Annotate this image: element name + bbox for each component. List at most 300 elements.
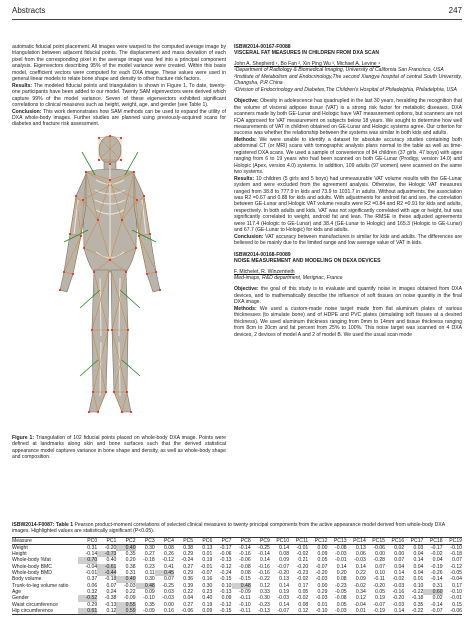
table-cell: 0.38 — [125, 563, 136, 570]
table-cell: -0.04 — [450, 576, 462, 583]
table-cell: -0.38 — [104, 595, 117, 602]
conclusion-label: Conclusion: — [234, 233, 264, 240]
table-cell: -0.03 — [277, 595, 290, 602]
table-cell: -0.14 — [430, 601, 443, 608]
table-cell: 0.13 — [279, 576, 290, 583]
objective-label: Objective: — [234, 286, 259, 293]
row-label: Hip circumference — [12, 608, 78, 615]
table-cell: 0.40 — [106, 557, 117, 564]
column-header-pc0: PC0 — [78, 537, 97, 544]
results-label: Results: — [12, 82, 33, 89]
table-cell: 0.05 — [375, 588, 385, 595]
table-cell: 0.08 — [164, 544, 174, 551]
methods-text: We used a custom-made noise target made from flat aluminum plates of various thicknesses (to simulate bone) and of HDPE and PVC plates (simulating soft tissues at a desired thickness). We used aluminum thickness ranging from 0mm to 14mm and tissue thickness ranging from 8cm to 20cm and fat percent from 25% to 100%. This noise target was scanned on 4 DXA devices, 2 devices of model A and 2 of model B. We used the usual scan mode — [234, 305, 462, 338]
table-cell: -0.10 — [450, 588, 462, 595]
table-cell: -0.23 — [258, 601, 270, 608]
table-cell: 0.39 — [183, 582, 194, 589]
table-cell: 0.31 — [432, 582, 443, 589]
table-cell: 0.14 — [385, 608, 404, 615]
conclusion-paragraph — [234, 234, 462, 247]
table-cell: -0.10 — [143, 595, 155, 602]
caption-text: Triangulation of 102 fiducial points placed on whole-body DXA image. Points were defined at landmarks along skin and bone surfaces such that the derived statistical appearance model captures variance in bone shape and density, as well as whole-body shape and composition. — [12, 435, 226, 461]
table-cell: -0.13 — [219, 557, 232, 564]
table-cell: -0.02 — [296, 551, 309, 558]
table-cell: 0.31 — [87, 544, 98, 551]
table-cell: 0.08 — [240, 570, 251, 577]
conclusion-paragraph — [12, 109, 226, 128]
table-cell: 0.01 — [413, 576, 424, 583]
table-cell: 0.13 — [202, 544, 213, 551]
table-cell: -0.20 — [277, 570, 290, 577]
column-header-pc2: PC2 — [116, 537, 135, 544]
table-cell: -0.09 — [239, 588, 251, 595]
objective-text: Obesity in adolescence has quadrupled in the last 30 years, heralding the recognition that the volume of visceral adipose tissue (VAT) is a strong risk factor for metabolic diseases. DXA scanners made by both GE-Lunar and Hologic have VAT measurement options, but scanners are not FDA approved for VAT measurement on subjects below 18 years. We sought to determine how well measurements of VAT in children obtained on GE-Lunar and Hologic systems agree. Our criterion for success was whether the relationship between the systems was similar in both kids and adults. — [234, 98, 462, 137]
table-cell: 0.06 — [87, 582, 98, 589]
table-cell: -0.08 — [335, 595, 347, 602]
table-cell: 0.33 — [259, 588, 270, 595]
results-paragraph — [234, 176, 462, 234]
table-cell: -0.16 — [239, 551, 251, 558]
table-cell: -0.16 — [258, 563, 270, 570]
table-cell: -0.52 — [78, 595, 97, 601]
table-cell: -0.02 — [296, 576, 309, 583]
table-id: ISBW2014-F0087: Table 1 — [12, 522, 74, 528]
table-cell: -0.13 — [251, 608, 270, 615]
table-cell: 0.30 — [144, 576, 155, 583]
table-cell: -0.14 — [85, 551, 98, 558]
row-label: Whole-body %fat — [12, 557, 51, 564]
table-cell: -0.15 — [239, 576, 251, 583]
column-header-measure: Measure — [12, 537, 78, 544]
table-cell: 0.29 — [317, 588, 328, 595]
row-label: Whole-body BMD — [12, 570, 52, 577]
table-cell: -0.61 — [97, 564, 116, 570]
table-cell: -0.28 — [373, 557, 385, 564]
table-cell: 0.19 — [375, 595, 385, 602]
table-cell: -0.03 — [335, 551, 347, 558]
table-cell: 0.27 — [183, 563, 194, 570]
table-cell: 0.19 — [202, 601, 213, 608]
table-cell: 0.48 — [232, 583, 251, 589]
row-label: Waist circumference — [12, 601, 58, 608]
table-cell: 0.29 — [183, 570, 194, 577]
column-header-pc12: PC12 — [308, 537, 327, 544]
table-cell: -0.11 — [373, 576, 385, 583]
table-cell: 0.40 — [202, 595, 213, 602]
table-cell: 0.12 — [259, 582, 270, 589]
table-cell: 0.30 — [144, 544, 155, 551]
table-cell: -0.22 — [258, 576, 270, 583]
correlation-table-block — [12, 522, 462, 615]
running-header — [12, 6, 462, 18]
results-label: Results: — [234, 175, 255, 182]
affiliation-2: ²Institute of Metabolism and Endocrinology,The second Xiangya hospital of central South University, Changsha, P.R China — [234, 73, 462, 87]
table-cell: -0.18 — [143, 557, 155, 564]
table-cell: 0.22 — [125, 588, 136, 595]
table-cell: -0.11 — [232, 608, 251, 615]
table-cell: -0.07 — [270, 608, 289, 615]
table-cell: 0.14 — [279, 582, 290, 589]
methods-paragraph — [234, 306, 462, 338]
caption-label: Figure 1: — [12, 435, 35, 441]
left-column — [12, 44, 226, 128]
table-cell: 0.03 — [413, 544, 424, 551]
table-cell: -0.18 — [411, 595, 424, 602]
table-cell: 0.04 — [394, 563, 405, 570]
abstract-id: ISBW2014-00167-F0088 — [234, 44, 291, 50]
table-cell: 0.27 — [144, 551, 155, 558]
table-cell: -0.20 — [296, 563, 309, 570]
table-cell: -0.11 — [239, 595, 251, 602]
column-header-pc3: PC3 — [136, 537, 155, 544]
table-cell: 0.00 — [164, 601, 174, 608]
table-cell: 0.70 — [78, 557, 97, 563]
column-header-pc1: PC1 — [97, 537, 116, 544]
table-cell: 0.19 — [279, 588, 290, 595]
table-cell: -0.30 — [258, 595, 270, 602]
table-cell: 0.34 — [355, 588, 366, 595]
table-cell: -0.19 — [430, 563, 443, 570]
table-cell: 0.07 — [452, 557, 462, 564]
table-cell: 0.55 — [116, 602, 135, 608]
table-cell: -0.04 — [354, 601, 366, 608]
section-name: Abstracts — [12, 6, 46, 15]
table-cell: 0.08 — [279, 551, 290, 558]
page-number: 247 — [448, 6, 462, 15]
table-cell: 0.14 — [279, 544, 290, 551]
table-cell: 0.31 — [125, 570, 136, 577]
table-cell: -0.06 — [373, 544, 385, 551]
abstract-authors: F. Michelet, R. Winzenrieth — [234, 268, 295, 275]
table-cell: 0.24 — [106, 588, 117, 595]
abstract-authors: John A. Shepherd ¹, Bo Fan ², Xin Ping Wu ³, Michael A. Levine ⁴ — [234, 60, 381, 67]
table-cell: 0.04 — [413, 563, 424, 570]
table-cell: 0.26 — [164, 551, 174, 558]
column-header-pc4: PC4 — [155, 537, 174, 544]
table-cell: 0.60 — [423, 589, 442, 595]
table-cell: 0.20 — [125, 557, 136, 564]
table-cell: 0.00 — [394, 551, 405, 558]
table-cell: -0.09 — [136, 608, 155, 615]
table-cell: -0.01 — [296, 544, 309, 551]
whole-body-dxa-figure — [40, 130, 180, 425]
table-cell: 0.41 — [164, 563, 174, 570]
table-cell: 0.08 — [298, 601, 309, 608]
table-cell: -0.08 — [239, 563, 251, 570]
table-cell: -0.07 — [315, 563, 328, 570]
table-cell: -0.44 — [97, 570, 116, 576]
table-cell: 0.02 — [432, 595, 443, 602]
abstract-title: VISCERAL FAT MEASURES IN CHILDREN FROM DXA SCAN — [234, 50, 380, 57]
table-cell: -0.07 — [200, 570, 213, 577]
table-cell: -0.14 — [239, 544, 251, 551]
table-cell: -0.25 — [162, 582, 174, 589]
table-cell: 0.48 — [136, 583, 155, 589]
table-cell: -0.06 — [174, 608, 193, 615]
table-cell: -0.14 — [430, 576, 443, 583]
objective-paragraph — [234, 286, 462, 305]
conclusion-label: Conclusion: — [12, 108, 42, 115]
table-body — [12, 544, 462, 614]
table-cell: -0.03 — [315, 595, 328, 602]
table-cell: -0.17 — [219, 544, 232, 551]
table-cell: -0.03 — [354, 557, 366, 564]
table-cell: -0.15 — [219, 576, 232, 583]
table-cell: -0.19 — [366, 608, 385, 615]
column-header-pc16: PC16 — [385, 537, 404, 544]
table-cell: -0.06 — [443, 608, 462, 615]
table-cell: -0.03 — [162, 595, 174, 602]
table-cell: 0.13 — [355, 544, 366, 551]
table-cell: -0.16 — [258, 570, 270, 577]
table-cell: 0.37 — [87, 576, 98, 583]
table-cell: -0.10 — [239, 601, 251, 608]
table-cell: 0.59 — [116, 608, 135, 615]
table-cell: -0.07 — [373, 601, 385, 608]
column-header-pc14: PC14 — [347, 537, 366, 544]
table-cell: -0.17 — [430, 544, 443, 551]
objective-text: the goal of this study is to evaluate and quantify noise in images obtained from DXA devices, and to mathematically describe the influence of soft tissues on noise quantity in the final DXA image. — [234, 286, 462, 306]
table-cell: 0.04 — [413, 551, 424, 558]
column-header-pc5: PC5 — [174, 537, 193, 544]
affiliation: Med-imaps, R&D department, Merignac, France — [234, 274, 343, 281]
table-cell: 0.17 — [452, 582, 462, 589]
table-cell: 0.02 — [394, 544, 405, 551]
table-cell: -0.20 — [104, 544, 117, 551]
table-cell: -0.03 — [392, 601, 405, 608]
table-cell: -0.16 — [392, 588, 405, 595]
table-cell: -0.10 — [450, 544, 462, 551]
table-cell: -0.02 — [296, 595, 309, 602]
table-cell: -0.07 — [423, 608, 442, 615]
methods-label: Methods: — [234, 136, 257, 143]
table-cell: 0.35 — [144, 601, 155, 608]
table-cell: -0.22 — [404, 608, 423, 615]
table-cell: 0.35 — [413, 601, 424, 608]
table-cell: 0.22 — [183, 588, 194, 595]
table-cell: -0.22 — [411, 588, 424, 595]
table-cell: -0.13 — [219, 588, 232, 595]
table-cell: -0.12 — [219, 563, 232, 570]
table-cell: 0.09 — [193, 608, 212, 615]
table-cell: -0.25 — [258, 544, 270, 551]
results-text: 10 children (5 girls and 5 boys) had unmeasurable VAT volume results with the GE-Lunar system and were excluded from the agreement analysis. Otherwise, the Hologic VAT measures ranged from 38.8 to 777.9 in kids and 73.9 to 1031.7 in adults. Without adjustments, the association was R2 =0.67 and 0.88 for kids and adults. With adjustments for android fat and sex, the correlation between GE-Lunar and Hologic VAT volume results were R2 =0.84 and R2 =0.91 for kids and adults, respectively. In both adults and kids, VAT was not significantly correlated with age or height, but was significantly correlated to weight, android fat and lean. The RMSE in these adjusted agreements were 117.4 (Hologic to GE-Lunar) and 38.4 (GE-Lunar to Hologic) and 165.3 (Hologic to GE-Lunar) and 67.7 (GE-Lunar to Hologic) for kids and adults. — [234, 175, 462, 234]
table-cell: 0.09 — [279, 557, 290, 564]
row-label: Weight — [12, 544, 28, 551]
methods-text: We were unable to identify a dataset for absolute accuracy studies containing both abdominal CT (or MRI) scans with tomographic analysis plans normal to the table as well as time-registered DXA scans. We used a sample of convenience of 84 children (37 girls, 47 boys) with ages ranging from 6 to 19 years who had been scanned on both GE-Lunar (Prodigy, version 14.0) and Holopic (Apex, version 4.0) systems. In addition, 109 adults (97 women) were scanned on the same two systems. — [234, 136, 462, 176]
table-cell: -0.06 — [219, 551, 232, 558]
results-paragraph — [12, 83, 226, 109]
table-cell: 0.40 — [116, 576, 135, 582]
affiliation-3: ³Division of Endocrinology and Diabetes,The Children's Hospital of Philadelphia, Philadelphia, USA — [234, 86, 457, 93]
table-cell: 0.01 — [202, 551, 213, 558]
row-label: Trunk-to-leg volume ratio — [12, 582, 69, 589]
table-cell: 0.07 — [106, 582, 117, 589]
table-cell: -0.15 — [212, 608, 231, 615]
table-cell: -0.02 — [430, 551, 443, 558]
table-cell: 0.16 — [202, 576, 213, 583]
table-cell: -0.14 — [258, 551, 270, 558]
methods-paragraph — [234, 137, 462, 176]
table-cell: -0.06 — [239, 557, 251, 564]
column-header-pc19: PC19 — [443, 537, 462, 544]
table-cell: 0.07 — [394, 557, 405, 564]
table-cell: -0.05 — [335, 588, 347, 595]
abstract-title: NOISE MEASUREMENT AND MODELING ON DEXA DEVICES — [234, 258, 381, 265]
table-cell: -0.20 — [315, 570, 328, 577]
row-label: Whole-body BMC — [12, 563, 52, 570]
table-cell: -0.07 — [277, 563, 290, 570]
table-cell: -0.03 — [392, 582, 405, 589]
table-cell: 0.10 — [413, 582, 424, 589]
table-cell: 0.00 — [317, 544, 328, 551]
table-cell: 0.08 — [336, 576, 347, 583]
table-cell: 0.32 — [87, 588, 98, 595]
table-cell: -0.18 — [104, 576, 117, 583]
table-cell: 0.20 — [336, 570, 347, 577]
column-header-pc15: PC15 — [366, 537, 385, 544]
table-cell: -0.12 — [450, 563, 462, 570]
right-column — [234, 44, 462, 338]
table-cell: 0.29 — [183, 551, 194, 558]
conclusion-text: VAT accuracy between manufactures is similar for kids and adults. The differences are believed to be mainly due to the limited range and low average value of VAT in kids. — [234, 233, 462, 247]
table-cell: 0.15 — [452, 601, 462, 608]
table-cell: 0.29 — [87, 601, 98, 608]
table-cell: -0.04 — [85, 563, 98, 570]
table-cell: 0.35 — [125, 551, 136, 558]
table-cell: 0.36 — [183, 576, 194, 583]
table-cell: 0.01 — [317, 601, 328, 608]
table-cell: 0.30 — [202, 582, 213, 589]
column-header-pc18: PC18 — [423, 537, 442, 544]
table-cell: 0.14 — [413, 557, 424, 564]
table-cell: 0.38 — [183, 544, 194, 551]
table-cell: -0.01 — [335, 557, 347, 564]
table-cell: 0.22 — [355, 570, 366, 577]
table-cell: -0.24 — [219, 570, 232, 577]
table-cell: -0.09 — [123, 595, 136, 602]
table-cell: 0.14 — [394, 570, 405, 577]
table-cell: 0.14 — [355, 563, 366, 570]
table-cell: 0.05 — [336, 601, 347, 608]
table-cell: -0.12 — [219, 601, 232, 608]
table-cell: -0.01 — [200, 563, 213, 570]
results-text: The modeled fiducial points and triangulation is shown in Figure 1. To date, twenty-one participants have been added to our model. Twenty SAM eigenvectors were derived which capture 99% of the model variance. Seven of these eigenvectors exhibited significant correlations to clinical measures such as height, weight, age, and gender (see Table 1). — [12, 82, 226, 109]
correlation-table — [12, 537, 462, 616]
table-title — [12, 522, 462, 535]
table-cell: -0.23 — [296, 570, 309, 577]
table-cell: 0.09 — [355, 576, 366, 583]
affiliation-1: ¹Department of Radiology & Biomedical Imaging, University of California San Francisco, USA — [234, 67, 444, 74]
table-cell: 0.14 — [259, 557, 270, 564]
table-cell: 0.61 — [78, 608, 97, 615]
table-cell: -0.24 — [181, 557, 194, 564]
table-cell: -0.05 — [450, 570, 462, 577]
column-header-pc13: PC13 — [327, 537, 346, 544]
table-cell: -0.08 — [335, 544, 347, 551]
table-cell: 0.14 — [336, 563, 347, 570]
column-header-pc6: PC6 — [193, 537, 212, 544]
table-cell: 0.12 — [97, 608, 116, 615]
table-cell: 0.03 — [164, 588, 174, 595]
objective-label: Objective: — [234, 98, 259, 105]
table-cell: 0.09 — [144, 588, 155, 595]
table-cell: -0.26 — [430, 570, 443, 577]
row-label: Body volume — [12, 576, 42, 583]
row-label: Age — [12, 588, 22, 595]
table-cell: 0.05 — [317, 557, 328, 564]
column-header-pc11: PC11 — [289, 537, 308, 544]
table-cell: 0.12 — [355, 595, 366, 602]
table-cell: 0.45 — [155, 570, 174, 576]
table-cell: -0.03 — [327, 608, 346, 615]
table-cell: 0.04 — [432, 557, 443, 564]
table-cell: -0.01 — [450, 595, 462, 602]
conclusion-text: This work demonstrates how SAM methods can be used to expand the utility of DXA whole-body images. Further studies are planned using previously-acquired scans for diabetes and fracture risk assessment. — [12, 108, 226, 128]
table-cell: 0.27 — [183, 601, 194, 608]
header-rule — [12, 19, 462, 20]
table-cell: -0.01 — [85, 570, 98, 577]
column-header-pc10: PC10 — [270, 537, 289, 544]
table-cell: 0.10 — [221, 582, 232, 589]
column-header-pc7: PC7 — [212, 537, 231, 544]
table-cell: 0.06 — [355, 551, 366, 558]
column-header-pc9: PC9 — [251, 537, 270, 544]
methods-continued: automatic fiducial point placement. All images were warped to the computed average image by triangulation between adjacent fiducial points. The displacement and mass deviation of each pixel from the corresponding pixel in the average image was fed into a principal component analysis. Eigenvectors describing 95% of the model variance were created. Within this basis model, coefficient vectors were computed for each DXA image. These values were used in general linear models to relate bone shape and density to other fracture risk factors. — [12, 44, 226, 83]
table-cell: -0.02 — [354, 582, 366, 589]
methods-label: Methods: — [234, 305, 257, 312]
table-cell: -0.12 — [162, 557, 174, 564]
table-caption: Pearson product-moment correlations of selected clinical measures to twenty principal components from the active appearance model derived from whole-body DXA images. Highlighted values are statistically significant (P<0.05). — [12, 522, 445, 535]
table-cell: -0.20 — [392, 595, 405, 602]
figure-caption — [12, 435, 226, 461]
table-cell: -0.20 — [373, 582, 385, 589]
table-cell: 0.07 — [375, 563, 385, 570]
table-cell: -0.02 — [392, 576, 405, 583]
table-cell: 0.23 — [144, 563, 155, 570]
column-header-pc17: PC17 — [404, 537, 423, 544]
table-row — [12, 544, 462, 551]
table-cell: 0.16 — [155, 608, 174, 615]
abstract-id: ISBW2014-00168-F0089 — [234, 251, 291, 258]
table-cell: 0.01 — [347, 608, 366, 615]
table-cell: 0.12 — [289, 608, 308, 615]
table-cell: 0.05 — [298, 588, 309, 595]
table-cell: 0.00 — [375, 551, 385, 558]
table-cell: 0.19 — [202, 557, 213, 564]
table-cell: 0.14 — [279, 601, 290, 608]
table-cell: 0.09 — [221, 595, 232, 602]
table-cell: 0.17 — [298, 582, 309, 589]
table-cell: -0.03 — [123, 582, 136, 589]
column-header-pc8: PC8 — [232, 537, 251, 544]
table-cell: 0.23 — [202, 588, 213, 595]
table-cell: 0.04 — [413, 570, 424, 577]
table-cell: 0.07 — [164, 576, 174, 583]
table-cell: 0.00 — [317, 582, 328, 589]
table-cell: 0.10 — [375, 570, 385, 577]
table-cell: -0.10 — [308, 608, 327, 615]
table-cell: 0.21 — [298, 557, 309, 564]
table-cell: 0.09 — [317, 551, 328, 558]
row-label: Height — [12, 551, 27, 558]
table-header-row — [12, 537, 462, 544]
table-row — [12, 608, 462, 615]
objective-paragraph — [234, 98, 462, 137]
table-cell: -0.03 — [315, 576, 328, 583]
table-cell: 0.11 — [145, 570, 155, 577]
table-cell: 0.40 — [116, 544, 135, 551]
